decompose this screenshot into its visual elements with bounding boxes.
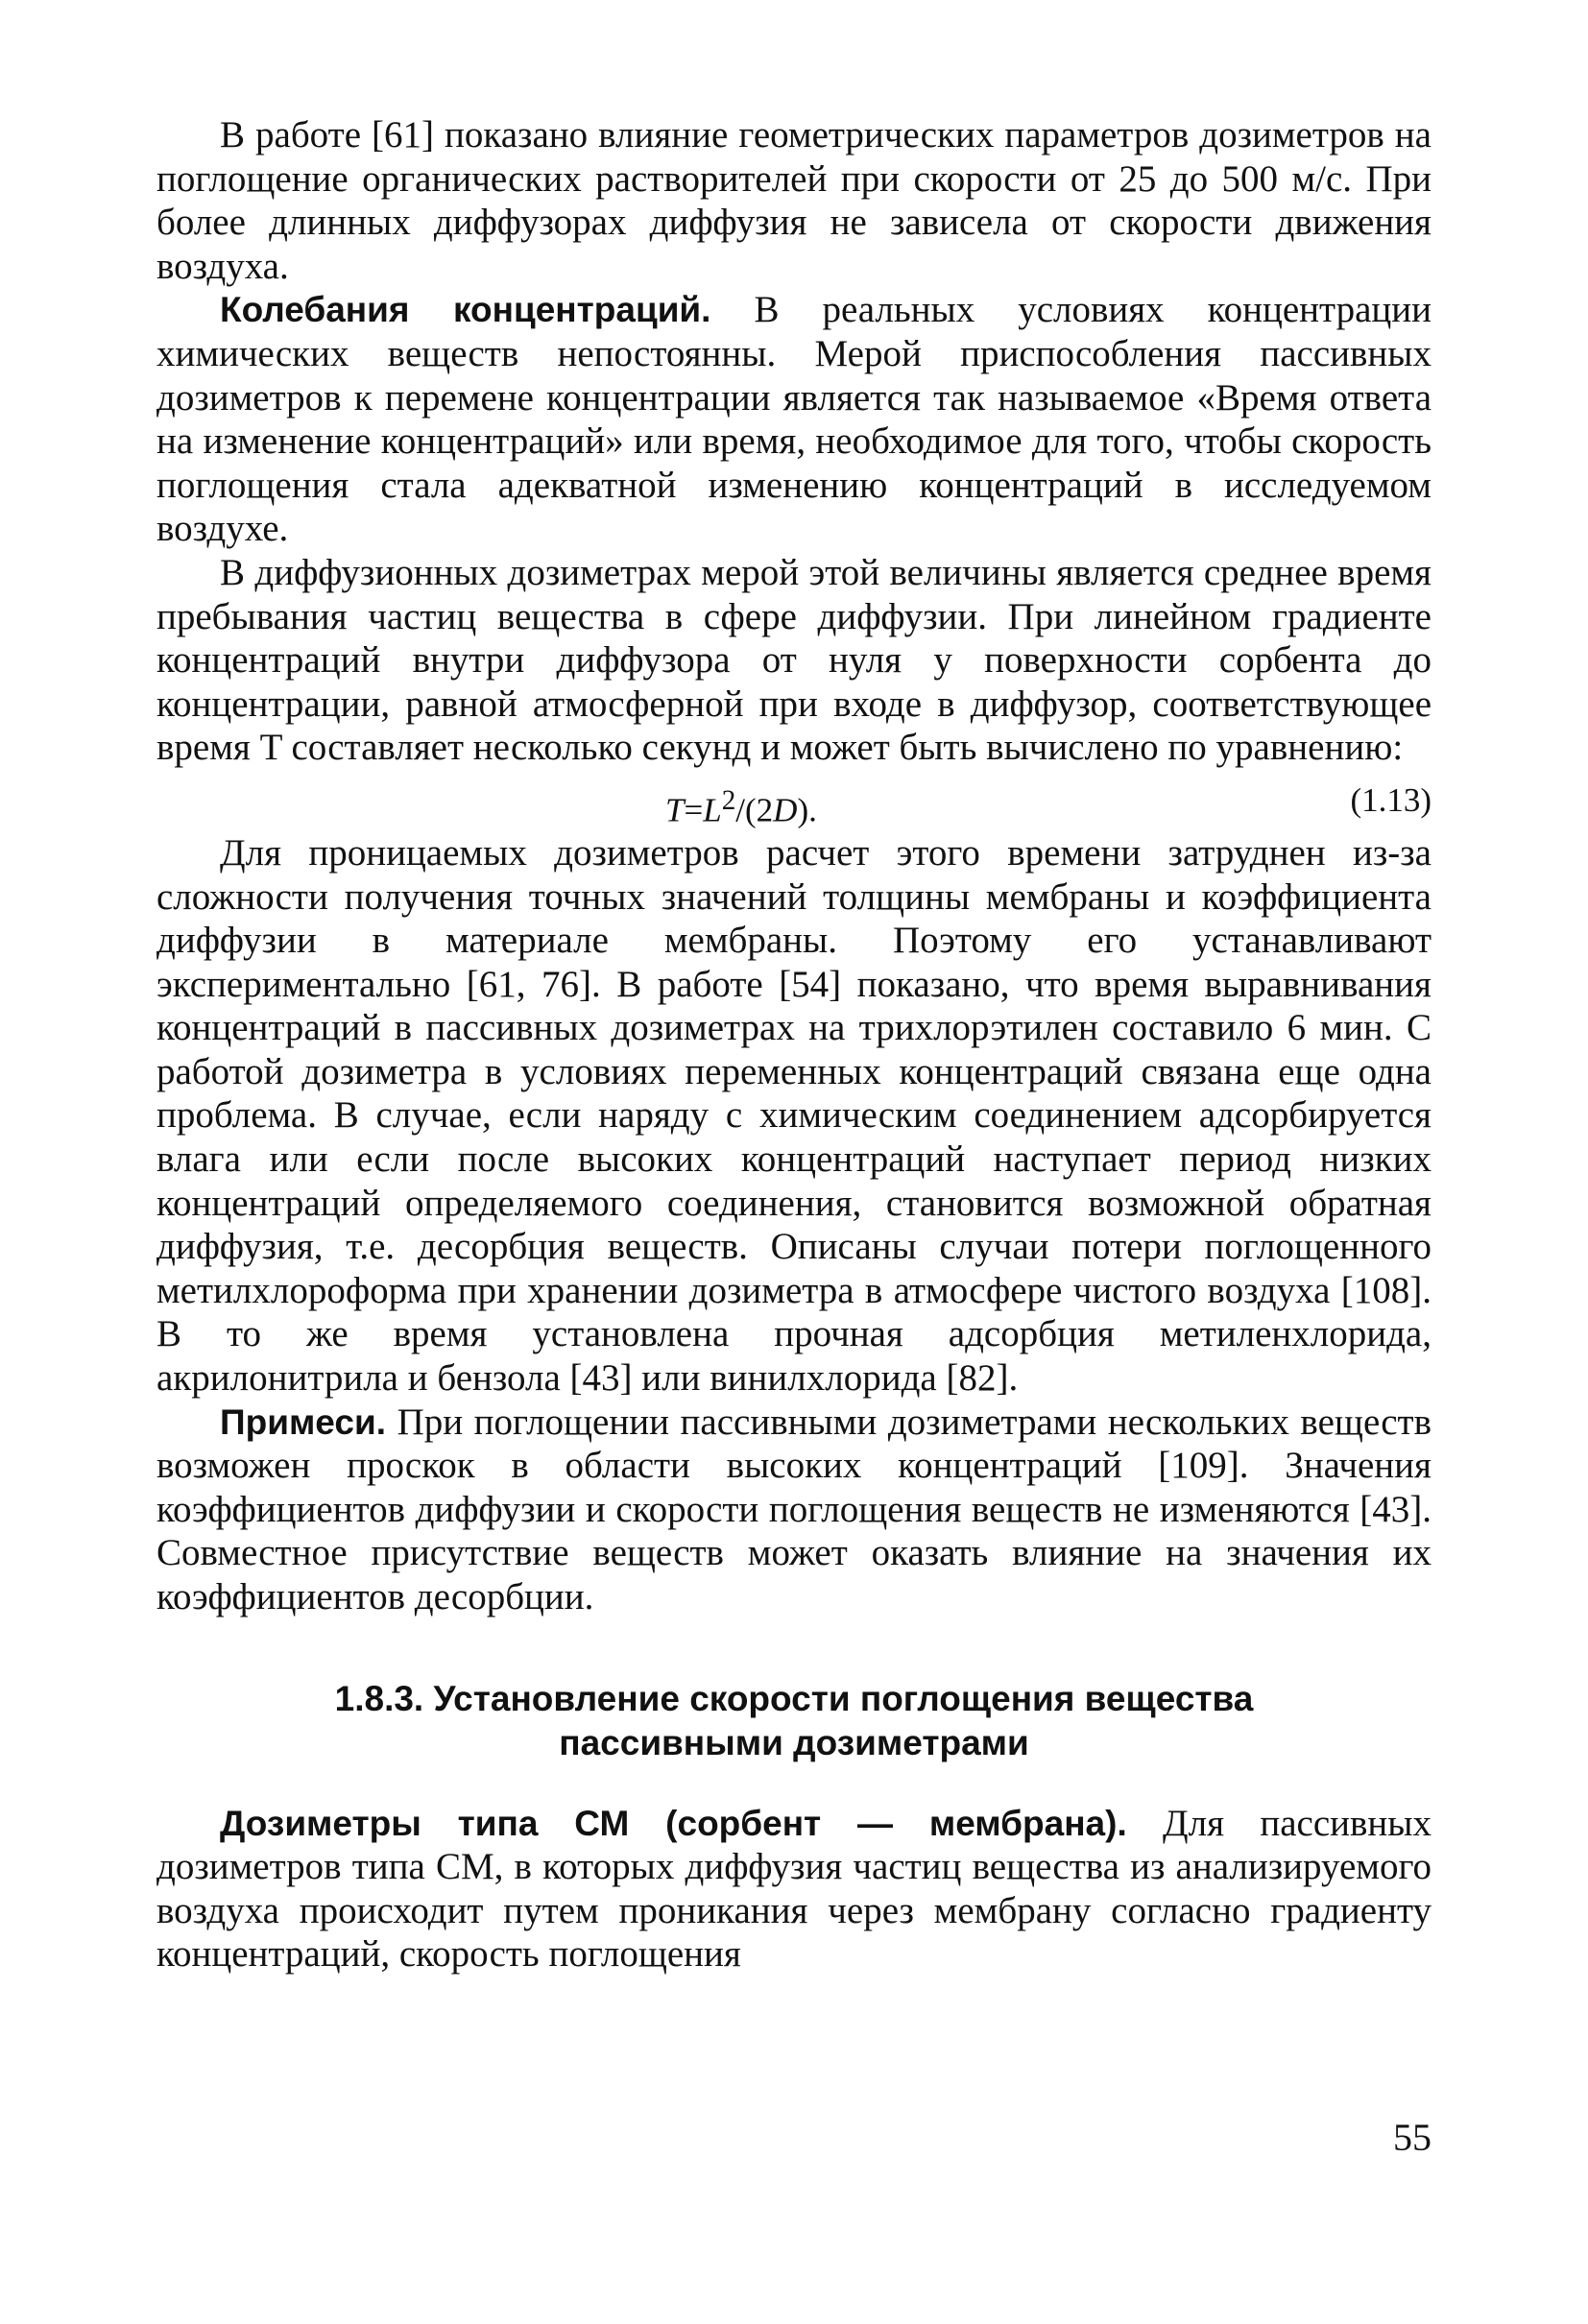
equation-1-13 — [156, 770, 1432, 831]
run-in-heading-impurities: Примеси. — [220, 1402, 387, 1442]
equation-formula — [665, 770, 817, 842]
paragraph-6-text: Для пассивных дозиметров типа СМ, в которых диффузия частиц вещества из анализируемого воздуха происходит путем проникания через мембрану согласно градиенту концентраций, скорость поглощения — [156, 1802, 1432, 1976]
run-in-heading-concentration: Колебания концентраций. — [220, 290, 711, 330]
equation-number: (1.13) — [1350, 780, 1432, 819]
paragraph-concentration-fluctuations — [156, 288, 1432, 551]
equation-denominator-open: /(2 — [735, 791, 774, 829]
paragraph-4 — [156, 831, 1432, 1401]
paragraph-4-text: Для проницаемых дозиметров расчет этого времени затруднен из-за сложности получения точных значений толщины мембраны и коэффициента диффузии в материале мембраны. Поэтому его устанавливают экспериментально [61, 76]. В работе [54] показано, что время выравнивания концентраций в пассивных дозиметрах на трихлорэтилен составило 6 мин. С работой дозиметра в условиях переменных концентраций связана еще одна проблема. В случае, если наряду с химическим соединением адсорбируется влага или если после высоких концентраций наступает период низких концентраций определяемого соединения, становится возможной обратная диффузия, т.е. десорбция веществ. Описаны случаи потери поглощенного метилхлороформа при хранении дозиметра в атмосфере чистого воздуха [108]. В то же время установлена прочная адсорбция метиленхлорида, акрилонитрила и бензола [43] или винилхлорида [82]. — [156, 831, 1432, 1400]
section-heading-line-1: 1.8.3. Установление скорости поглощения вещества — [334, 1678, 1254, 1718]
paragraph-impurities — [156, 1401, 1432, 1619]
paragraph-5-text: При поглощении пассивными дозиметрами нескольких веществ возможен проскок в области высоких концентраций [109]. Значения коэффициентов диффузии и скорости поглощения веществ не изменяются [43]. Совместное присутствие веществ может оказать влияние на значения их коэффициентов десорбции. — [156, 1401, 1432, 1617]
equation-exponent: 2 — [721, 784, 736, 816]
equation-var-d: D — [773, 791, 798, 829]
equation-close: ). — [797, 791, 817, 829]
paragraph-1-text: В работе [61] показано влияние геометрических параметров дозиметров на поглощение органических растворителей при скорости от 25 до 500 м/с. При более длинных диффузорах диффузия не зависела от скорости движения воздуха. — [156, 114, 1432, 287]
run-in-heading-cm-dosimeters: Дозиметры типа СМ (сорбент — мембрана). — [220, 1803, 1127, 1843]
page-content — [156, 113, 1432, 1977]
paragraph-3-text: В диффузионных дозиметрах мерой этой величины является среднее время пребывания частиц вещества в сфере диффузии. При линейном градиенте концентраций внутри диффузора от нуля у поверхности сорбента до концентрации, равной атмосферной при входе в диффузор, соответствующее время T составляет несколько секунд и может быть вычислено по уравнению: — [156, 551, 1432, 769]
paragraph-1 — [156, 113, 1432, 288]
equation-var-t: T — [665, 791, 685, 829]
paragraph-cm-dosimeters — [156, 1802, 1432, 1977]
page-number: 55 — [1393, 2116, 1432, 2159]
paragraph-3 — [156, 551, 1432, 770]
section-heading-line-2: пассивными дозиметрами — [559, 1722, 1029, 1762]
equation-var-l: L — [703, 791, 722, 829]
paragraph-2-text: В реальных условиях концентрации химических веществ непостоянны. Мерой приспособления пассивных дозиметров к перемене концентрации является так называемое «Время ответа на изменение концентраций» или время, необходимое для того, чтобы скорость поглощения стала адекватной изменению концентраций в исследуемом воздухе. — [156, 289, 1432, 550]
equation-equals: = — [684, 791, 704, 829]
section-heading-1-8-3 — [156, 1677, 1432, 1765]
